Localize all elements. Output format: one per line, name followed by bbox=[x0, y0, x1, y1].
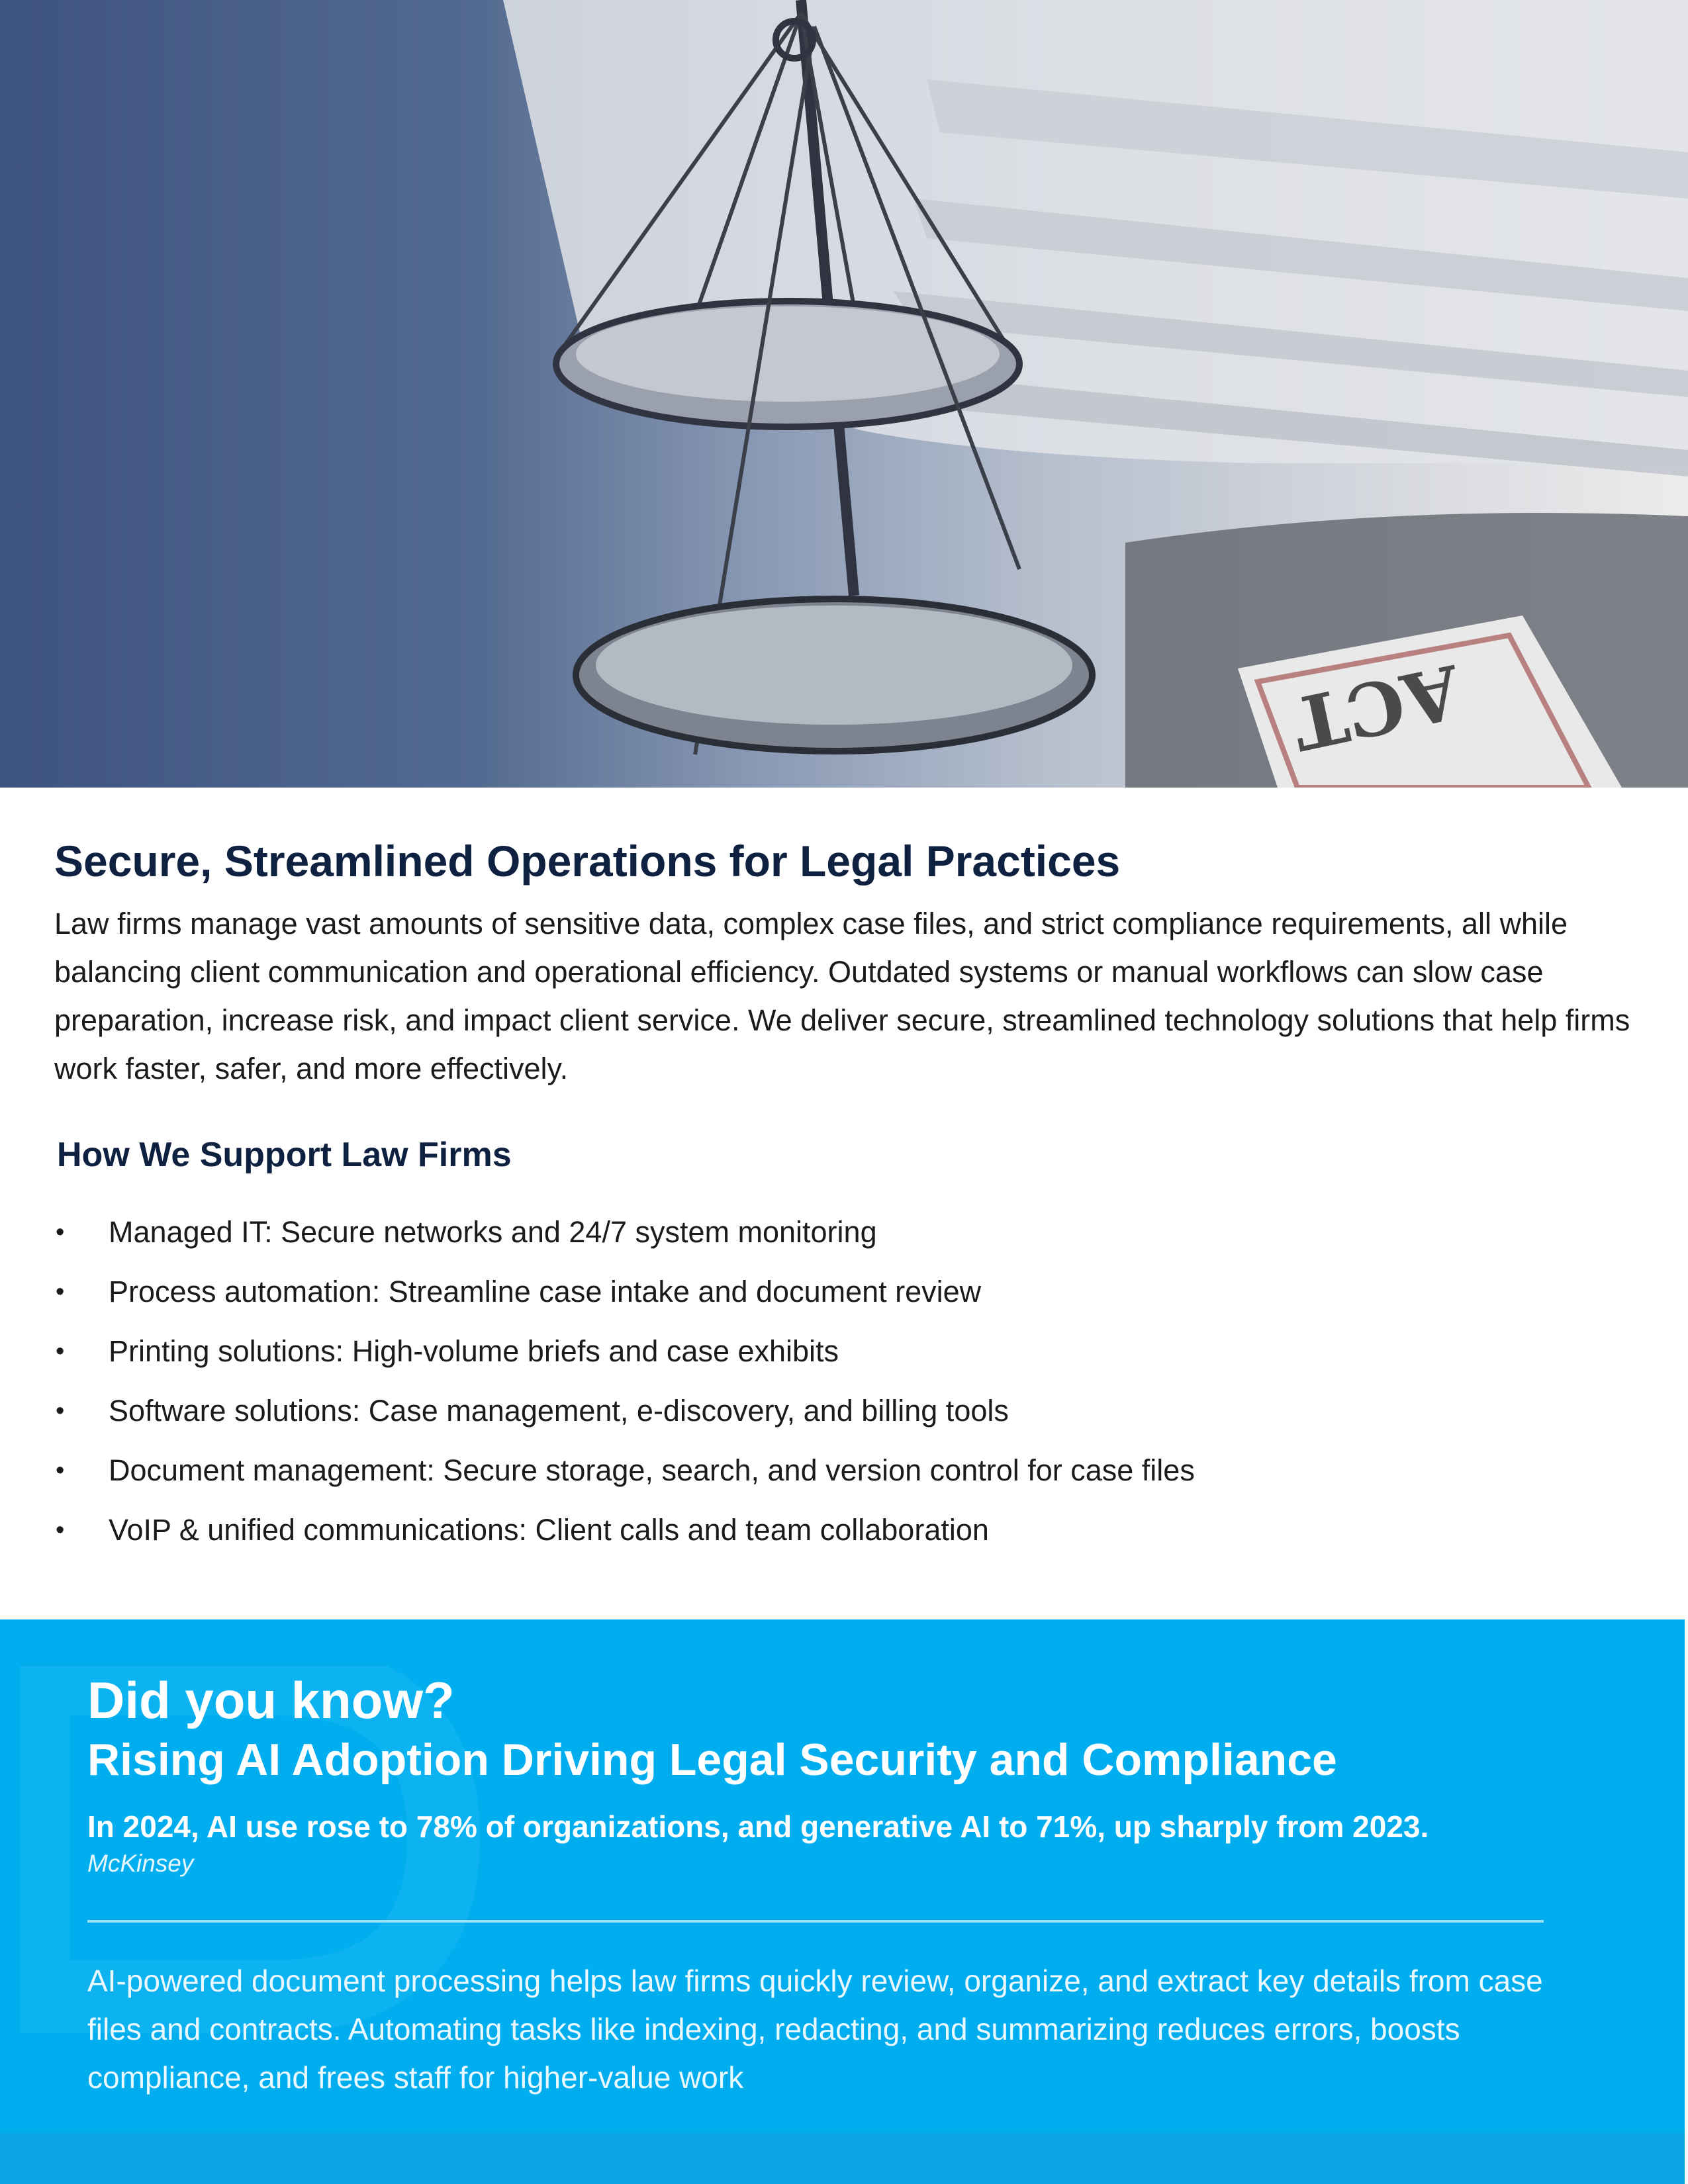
scales-of-justice-icon bbox=[0, 0, 1688, 788]
list-item-text: Process automation: Streamline case intake and document review bbox=[109, 1275, 982, 1309]
list-item-text: Printing solutions: High-volume briefs and case exhibits bbox=[109, 1334, 839, 1369]
callout-body: AI-powered document processing helps law firms quickly review, organize, and extract key details from case files and contracts. Automating tasks like indexing, redacting, and summarizing reduces errors, boosts compliance, and frees staff for higher-value work bbox=[87, 1964, 1543, 2095]
callout-subtitle: Rising AI Adoption Driving Legal Security and Compliance bbox=[87, 1734, 1337, 1785]
list-item bbox=[54, 1381, 1643, 1441]
bullet-icon: • bbox=[56, 1338, 65, 1366]
banner-text: ACT bbox=[1285, 648, 1468, 767]
intro-paragraph: Law firms manage vast amounts of sensitive data, complex case files, and strict compliance requirements, all while balancing client communication and operational efficiency. Outdated systems or manual workflows can slow case preparation, increase risk, and impact client service. We deliver secure, streamlined technology solutions that help firms work faster, safer, and more effectively. bbox=[54, 907, 1630, 1086]
list-item-text: Document management: Secure storage, search, and version control for case files bbox=[109, 1453, 1195, 1488]
callout-content bbox=[87, 1671, 1597, 2102]
support-list bbox=[54, 1203, 1643, 1560]
main-content bbox=[54, 835, 1643, 1560]
bullet-icon: • bbox=[56, 1397, 65, 1426]
list-item bbox=[54, 1322, 1643, 1381]
list-item bbox=[54, 1441, 1643, 1500]
bullet-icon: • bbox=[56, 1516, 65, 1545]
did-you-know-callout bbox=[0, 1619, 1685, 2184]
list-item bbox=[54, 1262, 1643, 1322]
divider bbox=[87, 1920, 1544, 1923]
list-item-text: Managed IT: Secure networks and 24/7 system monitoring bbox=[109, 1215, 877, 1250]
list-item bbox=[54, 1500, 1643, 1560]
list-item-text: VoIP & unified communications: Client calls and team collaboration bbox=[109, 1513, 989, 1547]
callout-title: Did you know? bbox=[87, 1671, 455, 1729]
callout-bottom-band bbox=[0, 2133, 1685, 2184]
hero-image bbox=[0, 0, 1688, 788]
section-heading: How We Support Law Firms bbox=[57, 1136, 512, 1175]
list-item-text: Software solutions: Case management, e-discovery, and billing tools bbox=[109, 1394, 1009, 1428]
page-title: Secure, Streamlined Operations for Legal Practices bbox=[54, 837, 1121, 886]
bullet-icon: • bbox=[56, 1278, 65, 1306]
callout-source: McKinsey bbox=[87, 1850, 194, 1878]
callout-stat: In 2024, AI use rose to 78% of organizations, and generative AI to 71%, up sharply from 2023. bbox=[87, 1809, 1429, 1844]
list-item bbox=[54, 1203, 1643, 1262]
bullet-icon: • bbox=[56, 1218, 65, 1247]
bullet-icon: • bbox=[56, 1457, 65, 1485]
